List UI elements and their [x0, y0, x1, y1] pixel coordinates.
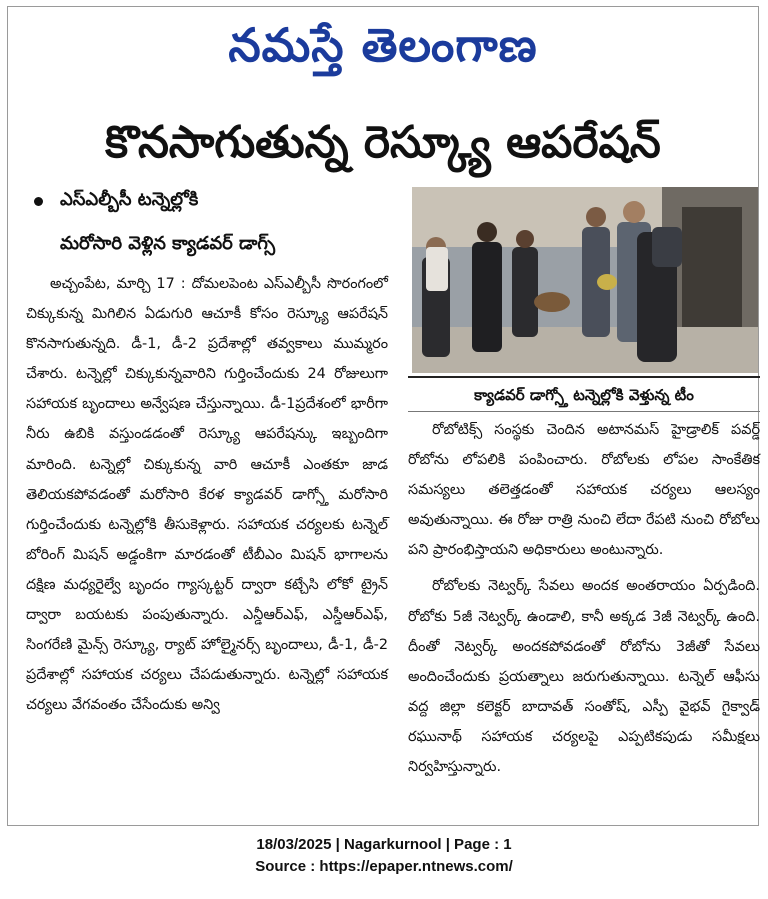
- photo-illustration: [412, 187, 758, 373]
- article-column-right: [408, 415, 760, 782]
- photo-caption: క్యాడవర్ డాగ్స్తో టన్నెల్లోకి వెళ్తున్న టీం: [408, 376, 760, 412]
- article-paragraph: అచ్చంపేట, మార్చి 17 : దోమలపెంట ఎస్ఎల్బీసీ సొరంగంలో చిక్కుకున్న మిగిలిన ఏడుగురి ఆచూకీ కోసం రెస్క్యూ ఆపరేషన్ కొనసాగుతున్నది. డీ-1, డీ-2 ప్రదేశాల్లో తవ్వకాలు ముమ్మరం చేశారు. టన్నెల్లో చిక్కుకున్నవారిని గుర్తించేందుకు 24 రోజులుగా సహాయక బృందాలు అన్వేషణ చేస్తున్నాయి. డీ-1ప్రదేశంలో భారీగా నీరు ఉబికి వస్తుండడంతో రెస్క్యూ ఆపరేషన్కు ఇబ్బందిగా మారింది. టన్నెల్లో చిక్కుకున్న వారి ఆచూకీ ఎంతకూ జాడ తెలియకపోవడంతో మరోసారి కేరళ క్యాడవర్ డాగ్స్తో మరోసారి గుర్తించేందుకు టన్నెల్లోకి తీసుకెళ్లారు. సహాయక చర్యలకు టన్నెల్ బోరింగ్ మిషన్ అడ్డంకిగా మారడంతో టీబీఎం మిషన్ భాగాలను దక్షిణ మధ్యరైల్వే బృందం గ్యాస్కట్టర్ ద్వారా కట్చేసి లోకో ట్రైన్ ద్వారా బయటకు పంపుతున్నారు. ఎన్డీఆర్ఎఫ్, ఎస్డీఆర్ఎఫ్, సింగరేణి మైన్స్ రెస్క్యూ, ర్యాట్ హోల్మైనర్స్ బృందాలు, డీ-1, డీ-2 ప్రదేశాల్లో సహాయక చర్యలు చేపడుతున్నారు. టన్నెల్లో సహాయక చర్యలు వేగవంతం చేసేందుకు అన్వి: [26, 276, 388, 714]
- subheadline-line-1: ఎస్ఎల్బీసీ టన్నెల్లోకి: [60, 189, 199, 210]
- masthead-logo: నమస్తే తెలంగాణ: [228, 18, 538, 72]
- article-headline: కొనసాగుతున్న రెస్క్యూ ఆపరేషన్: [105, 117, 661, 168]
- article-column-left: [26, 269, 388, 720]
- article-paragraph: రోబోలకు నెట్వర్క్ సేవలు అందక అంతరాయం ఏర్పడింది. రోబోకు 5జీ నెట్వర్క్ ఉండాలి, కానీ అక్కడ 3జీ నెట్వర్క్ ఉంది. దీంతో నెట్వర్క్ అందకపోవడంతో రోబోను 3జీతో సేవలు అందించేందుకు ప్రయత్నాలు జరుగుతున్నాయి. టన్నెల్ ఆఫీసు వద్ద జిల్లా కలెక్టర్ బాదావత్ సంతోష్, ఎస్పీ వైభవ్ గైక్వాడ్ రఘునాథ్ సహాయక చర్యలపై ఎప్పటికపుడు సమీక్షలు నిర్వహిస్తున్నారు.: [408, 578, 760, 776]
- newspaper-clipping: [7, 6, 759, 826]
- bullet-icon: [34, 197, 43, 206]
- article-paragraph: రోబోటిక్స్ సంస్థకు చెందిన అటానమస్ హైడ్రాలిక్ పవర్డ్ రోబోను లోపలికి పంపించారు. రోబోలకు లోపల సాంకేతిక సమస్యలు తలెత్తడంతో సహాయక చర్యలు ఆలస్యం అవుతున్నాయి. ఈ రోజు రాత్రి నుంచి లేదా రేపటి నుంచి రోబోలు పని ప్రారంభిస్తాయని అధికారులు అంటున్నారు.: [408, 422, 760, 559]
- edition-line: 18/03/2025 | Nagarkurnool | Page : 1: [256, 836, 512, 853]
- rescue-team-photo: [412, 187, 758, 373]
- subheadline-line-2: మరోసారి వెళ్లిన క్యాడవర్ డాగ్స్: [60, 233, 276, 254]
- source-line: Source : https://epaper.ntnews.com/: [255, 858, 513, 875]
